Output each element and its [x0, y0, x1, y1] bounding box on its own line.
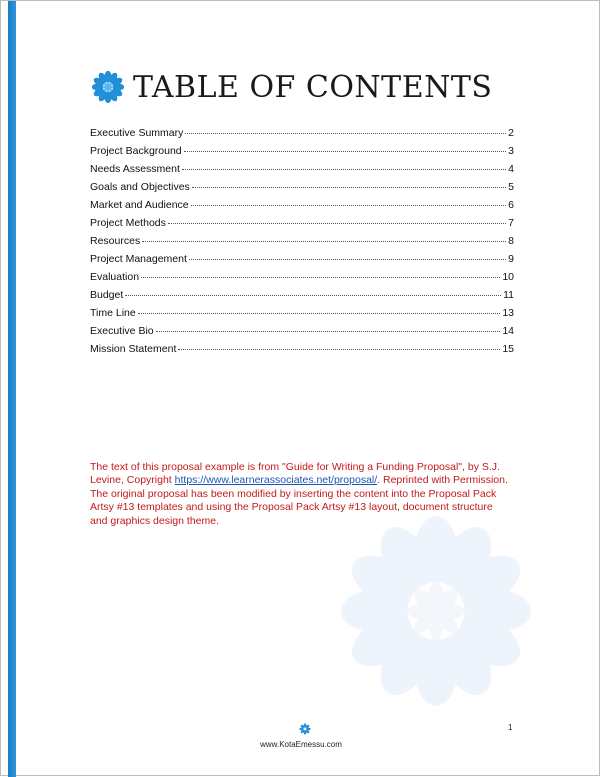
toc-label: Project Background	[90, 145, 182, 157]
toc-page-number: 11	[503, 289, 514, 301]
notice-text-end: . Reprinted with Permission. The original proposal has been modified by inserting the content into the Proposal Pack Artsy #13 templates and using the Proposal Pack Artsy #13 layout, document structure and graphics design theme.	[90, 474, 508, 527]
toc-page-number: 4	[508, 163, 514, 175]
toc-page-number: 7	[508, 217, 514, 229]
toc-label: Project Methods	[90, 217, 166, 229]
toc-page-number: 14	[502, 325, 514, 337]
toc-label: Evaluation	[90, 271, 140, 283]
title-row	[91, 67, 492, 107]
toc-label: Time Line	[90, 307, 136, 319]
toc-entry-needs-assessment[interactable]	[90, 163, 514, 181]
toc-leader-dots	[192, 187, 506, 188]
toc-page-number: 9	[508, 253, 514, 265]
toc-page-number: 5	[508, 181, 514, 193]
toc-page-number: 2	[508, 127, 514, 139]
toc-leader-dots	[191, 205, 507, 206]
toc-entry-resources[interactable]	[90, 235, 514, 253]
proposal-guide-link[interactable]: https://www.learnerassociates.net/proposal/	[174, 474, 378, 487]
star-flower-icon	[91, 70, 125, 104]
toc-leader-dots	[178, 349, 500, 350]
toc-leader-dots	[182, 169, 506, 170]
toc-leader-dots	[125, 295, 501, 296]
toc-entry-goals-and-objectives[interactable]	[90, 181, 514, 199]
toc-page-number: 15	[502, 343, 514, 355]
toc-list	[90, 127, 514, 361]
toc-entry-project-background[interactable]	[90, 145, 514, 163]
toc-leader-dots	[138, 313, 501, 314]
page-title: TABLE OF CONTENTS	[133, 69, 493, 105]
notice-text-start: The text of this proposal example is from "Guide for Writing a Funding Proposal", by S.J. Levine, Copyright	[90, 461, 500, 487]
toc-leader-dots	[189, 259, 506, 260]
toc-page-number: 13	[502, 307, 514, 319]
toc-entry-project-methods[interactable]	[90, 217, 514, 235]
toc-leader-dots	[184, 151, 507, 152]
toc-entry-budget[interactable]	[90, 289, 514, 307]
toc-label: Resources	[90, 235, 141, 247]
toc-leader-dots	[168, 223, 506, 224]
footer-website: www.KotaEmessu.com	[260, 740, 342, 749]
attribution-notice	[90, 461, 510, 528]
toc-label: Executive Bio	[90, 325, 154, 337]
toc-label: Executive Summary	[90, 127, 184, 139]
star-flower-icon	[299, 723, 311, 735]
toc-entry-evaluation[interactable]	[90, 271, 514, 289]
toc-page-number: 10	[502, 271, 514, 283]
toc-page-number: 8	[508, 235, 514, 247]
toc-label: Needs Assessment	[90, 163, 180, 175]
toc-label: Market and Audience	[90, 199, 189, 211]
toc-label: Mission Statement	[90, 343, 177, 355]
toc-label: Budget	[90, 289, 124, 301]
star-flower-watermark-icon	[341, 516, 531, 706]
toc-entry-executive-summary[interactable]	[90, 127, 514, 145]
side-accent-bar	[8, 1, 16, 777]
toc-page-number: 6	[508, 199, 514, 211]
toc-leader-dots	[156, 331, 501, 332]
toc-label: Project Management	[90, 253, 187, 265]
toc-label: Goals and Objectives	[90, 181, 190, 193]
page-number: 1	[508, 723, 513, 732]
toc-entry-time-line[interactable]	[90, 307, 514, 325]
toc-entry-executive-bio[interactable]	[90, 325, 514, 343]
toc-leader-dots	[185, 133, 506, 134]
toc-page-number: 3	[508, 145, 514, 157]
toc-entry-mission-statement[interactable]	[90, 343, 514, 361]
toc-leader-dots	[141, 277, 500, 278]
toc-leader-dots	[142, 241, 506, 242]
toc-entry-market-and-audience[interactable]	[90, 199, 514, 217]
toc-entry-project-management[interactable]	[90, 253, 514, 271]
